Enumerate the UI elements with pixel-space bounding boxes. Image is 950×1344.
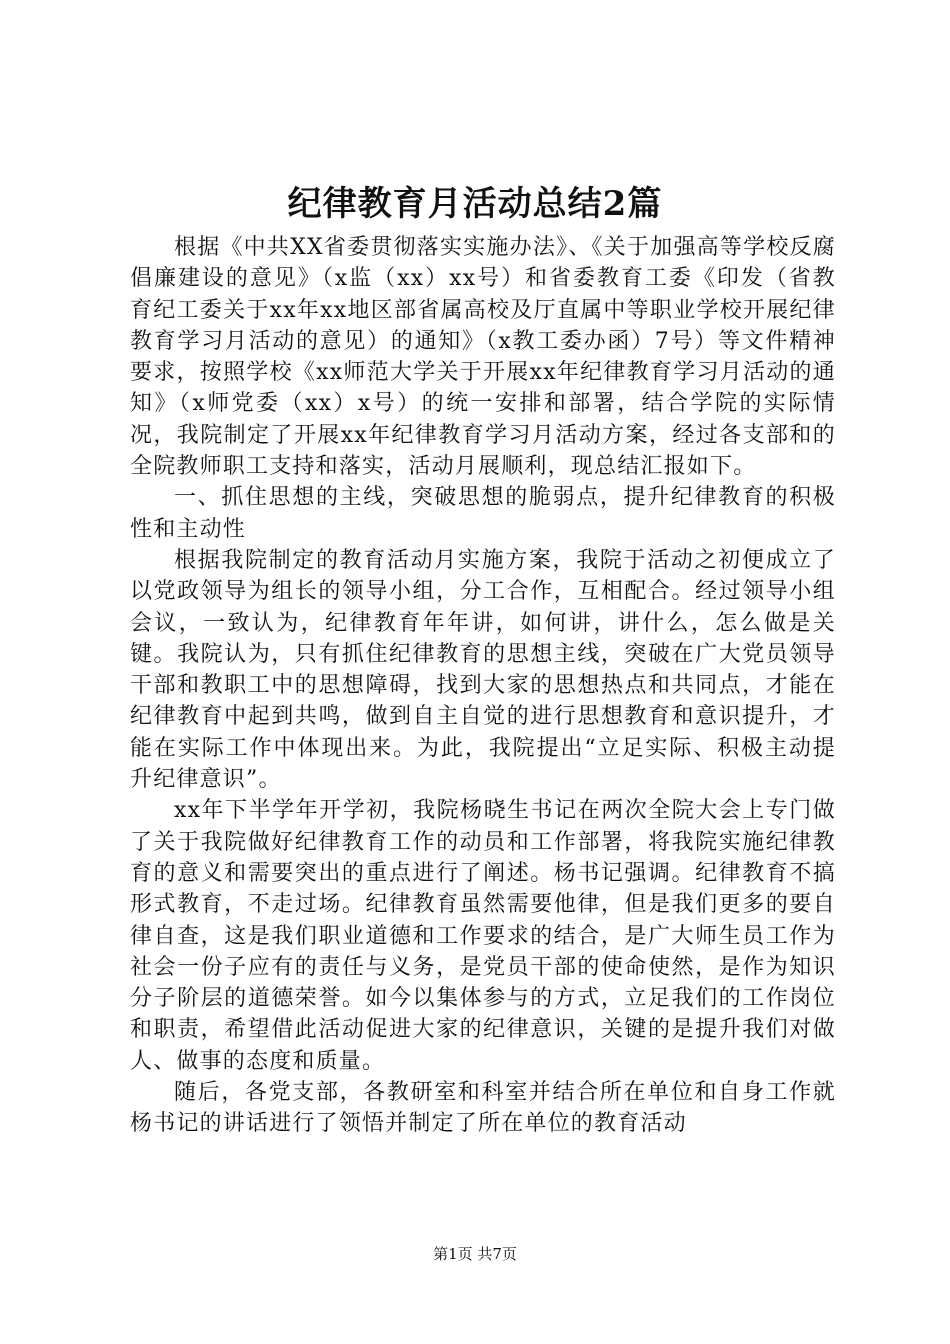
- paragraph-intro: 根据《中共XX省委贯彻落实实施办法》、《关于加强高等学校反腐倡廉建设的意见》（x监（xx）xx号）和省委教育工委《印发（省教育纪工委关于xx年xx地区部省属高校及厅直属中等职业学校开展纪律教育学习月活动的意见）的通知》（x教工委办函）7号）等文件精神要求，按照学校《xx师范大学关于开展xx年纪律教育学习月活动的通知》（x师党委（xx）x号）的统一安排和部署，结合学院的实际情况，我院制定了开展xx年纪律教育学习月活动方案，经过各支部和的全院教师职工支持和落实，活动月展顺利，现总结汇报如下。: [130, 235, 836, 480]
- paragraph-follow-up: 随后，各党支部，各教研室和科室并结合所在单位和自身工作就杨书记的讲话进行了领悟并制定了所在单位的教育活动: [130, 1080, 836, 1137]
- document-body: [130, 232, 836, 1140]
- document-title: 纪律教育月活动总结2篇: [287, 184, 663, 224]
- paragraph-leadership-group: 根据我院制定的教育活动月实施方案，我院于活动之初便成立了以党政领导为组长的领导小组，分工合作，互相配合。经过领导小组会议，一致认为，纪律教育年年讲，如何讲，讲什么，怎么做是关键。我院认为，只有抓住纪律教育的思想主线，突破在广大党员领导干部和教职工中的思想障碍，找到大家的思想热点和共同点，才能在纪律教育中起到共鸣，做到自主自觉的进行思想教育和意识提升，才能在实际工作中体现出来。为此，我院提出“立足实际、积极主动提升纪律意识”。: [130, 547, 836, 793]
- section-heading-1: 一、抓住思想的主线，突破思想的脆弱点，提升纪律教育的积极性和主动性: [130, 485, 836, 542]
- page-number-footer: 第1页 共7页: [433, 1245, 517, 1263]
- paragraph-mobilization: xx年下半学年开学初，我院杨晓生书记在两次全院大会上专门做了关于我院做好纪律教育工作的动员和工作部署，将我院实施纪律教育的意义和需要突出的重点进行了阐述。杨书记强调。纪律教育不搞形式教育，不走过场。纪律教育虽然需要他律，但是我们更多的要自律自查，这是我们职业道德和工作要求的结合，是广大师生员工作为社会一份子应有的责任与义务，是党员干部的使命使然，是作为知识分子阶层的道德荣誉。如今以集体参与的方式，立足我们的工作岗位和职责，希望借此活动促进大家的纪律意识，关键的是提升我们对做人、做事的态度和质量。: [130, 798, 836, 1074]
